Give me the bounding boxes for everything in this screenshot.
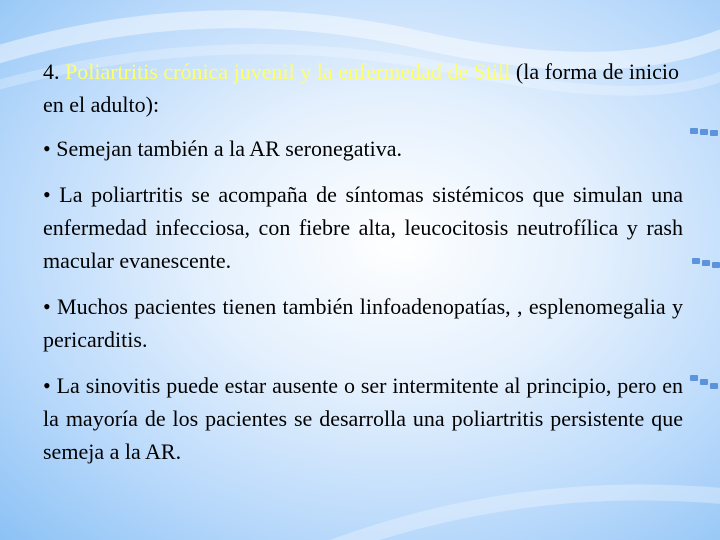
heading-prefix: 4. <box>43 59 65 84</box>
bullet-item: • La sinovitis puede estar ausente o ser intermitente al principio, pero en la mayoría de los pacientes se desarrolla una poliartritis persistente que semeja a la AR. <box>43 373 683 464</box>
heading-suffix: (la forma de inicio en el adulto): <box>43 59 679 117</box>
slide-heading <box>43 55 683 121</box>
bullet-item: • Semejan también a la AR seronegativa. <box>43 136 402 161</box>
heading-highlight: Poliartritis crónica juvenil y la enfermedad de Still <box>65 59 511 84</box>
slide-content <box>43 55 683 481</box>
bullet-item: • Muchos pacientes tienen también linfoadenopatías, , esplenomegalia y pericarditis. <box>43 294 683 352</box>
bullet-item: • La poliartritis se acompaña de síntomas sistémicos que simulan una enfermedad infecciosa, con fiebre alta, leucocitosis neutrofílica y rash macular evanescente. <box>43 182 683 273</box>
